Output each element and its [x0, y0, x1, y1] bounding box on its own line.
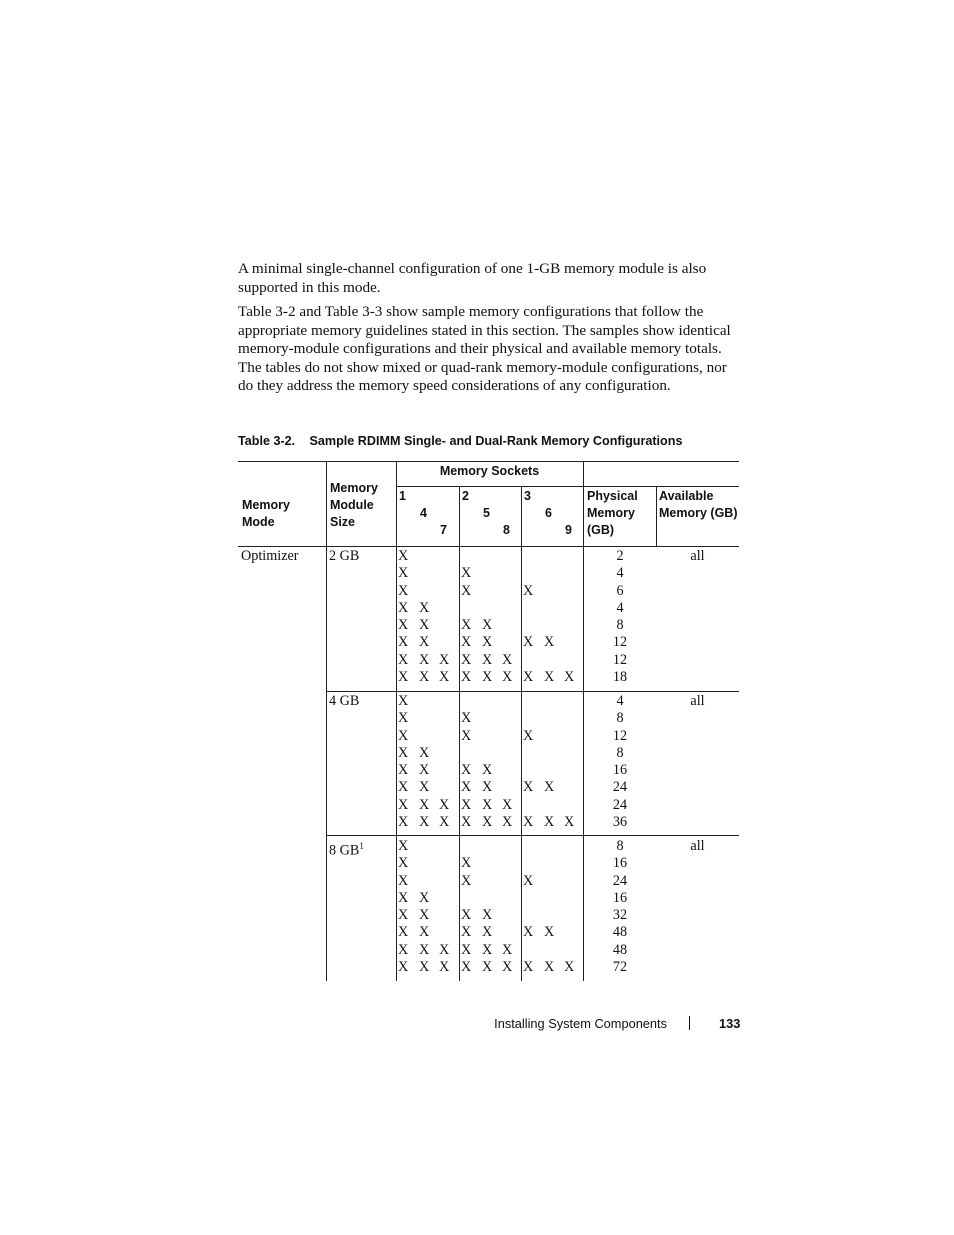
socket-populated-mark: X	[398, 924, 409, 941]
physical-memory-value: 4	[616, 599, 624, 616]
socket-populated-mark: X	[398, 779, 409, 796]
socket-populated-mark: X	[502, 796, 513, 813]
socket-populated-mark: X	[523, 634, 534, 651]
socket-label-2: 2	[462, 489, 469, 503]
module-size-value: 8 GB	[329, 842, 360, 859]
module-size-cell	[329, 693, 359, 710]
socket-populated-mark: X	[461, 924, 472, 941]
socket-populated-mark: X	[482, 779, 493, 796]
footnote-marker: 1	[359, 841, 364, 851]
socket-populated-mark: X	[482, 958, 493, 975]
socket-populated-mark: X	[544, 958, 555, 975]
module-size-cell	[329, 838, 364, 860]
socket-populated-mark: X	[439, 941, 450, 958]
memory-mode-value: Optimizer	[241, 548, 299, 564]
socket-populated-mark: X	[398, 744, 409, 761]
socket-populated-mark: X	[523, 958, 534, 975]
socket-label-4: 4	[420, 506, 427, 520]
header-physical-memory	[587, 488, 638, 539]
header-physical-line1: Physical	[587, 489, 638, 503]
table-top-rule	[238, 461, 739, 462]
socket-populated-mark: X	[398, 651, 409, 668]
table-caption-title: Sample RDIMM Single- and Dual-Rank Memory Configurations	[309, 434, 683, 448]
physical-memory-value: 36	[612, 813, 628, 830]
page-footer	[0, 1016, 954, 1036]
socket-populated-mark: X	[544, 924, 555, 941]
socket-populated-mark: X	[398, 634, 409, 651]
sockets-header-rule	[396, 486, 739, 487]
socket-populated-mark: X	[523, 727, 534, 744]
socket-populated-mark: X	[398, 617, 409, 633]
socket-populated-mark: X	[461, 958, 472, 975]
socket-populated-mark: X	[482, 941, 493, 958]
socket-populated-mark: X	[461, 710, 472, 727]
socket-populated-mark: X	[564, 813, 575, 830]
physical-memory-value: 8	[616, 838, 624, 854]
physical-memory-value: 24	[612, 779, 628, 796]
socket-populated-mark: X	[398, 855, 409, 872]
socket-populated-mark: X	[398, 796, 409, 813]
header-module-size-line1: Memory	[330, 481, 378, 495]
memory-configurations-table	[238, 461, 739, 981]
physical-memory-value: 18	[612, 668, 628, 685]
physical-memory-value: 24	[612, 796, 628, 813]
physical-memory-value: 2	[616, 548, 624, 564]
socket-label-9: 9	[565, 523, 572, 537]
table-caption	[238, 434, 682, 448]
socket-populated-mark: X	[419, 634, 430, 651]
socket-label-8: 8	[503, 523, 510, 537]
socket-populated-mark: X	[419, 796, 430, 813]
physical-memory-value: 8	[616, 744, 624, 761]
socket-populated-mark: X	[502, 941, 513, 958]
socket-populated-mark: X	[398, 565, 409, 582]
socket-populated-mark: X	[419, 813, 430, 830]
socket-label-1: 1	[399, 489, 406, 503]
module-size-value: 4 GB	[329, 693, 360, 709]
module-size-value: 2 GB	[329, 548, 360, 564]
physical-memory-value: 12	[612, 651, 628, 668]
physical-memory-value: 16	[612, 855, 628, 872]
socket-populated-mark: X	[523, 872, 534, 889]
socket-populated-mark: X	[439, 796, 450, 813]
socket-populated-mark: X	[461, 872, 472, 889]
physical-memory-value: 8	[616, 710, 624, 727]
socket-populated-mark: X	[461, 855, 472, 872]
socket-populated-mark: X	[398, 710, 409, 727]
socket-populated-mark: X	[544, 668, 555, 685]
socket-populated-mark: X	[419, 744, 430, 761]
column-rule-sockets	[396, 461, 397, 981]
header-available-memory	[659, 488, 737, 522]
socket-populated-mark: X	[419, 889, 430, 906]
socket-populated-mark: X	[544, 813, 555, 830]
socket-populated-mark: X	[419, 924, 430, 941]
physical-memory-value: 12	[612, 634, 628, 651]
socket-populated-mark: X	[398, 582, 409, 599]
socket-populated-mark: X	[482, 668, 493, 685]
socket-populated-mark: X	[544, 779, 555, 796]
header-module-size-line2: Module	[330, 498, 374, 512]
socket-populated-mark: X	[461, 617, 472, 633]
group-rule-4gb	[326, 691, 739, 692]
socket-label-3: 3	[524, 489, 531, 503]
socket-populated-mark: X	[439, 668, 450, 685]
header-memory-mode-line2: Mode	[242, 515, 275, 529]
available-memory-value: all	[690, 838, 705, 854]
socket-populated-mark: X	[461, 907, 472, 923]
socket-populated-mark: X	[523, 779, 534, 796]
socket-populated-mark: X	[439, 813, 450, 830]
available-memory-value: all	[690, 548, 705, 564]
socket-populated-mark: X	[398, 941, 409, 958]
socket-populated-mark: X	[398, 762, 409, 778]
socket-populated-mark: X	[564, 668, 575, 685]
socket-populated-mark: X	[398, 813, 409, 830]
available-memory-value: all	[690, 693, 705, 709]
socket-populated-mark: X	[419, 599, 430, 616]
header-module-size-line3: Size	[330, 515, 356, 529]
socket-populated-mark: X	[419, 958, 430, 975]
socket-populated-mark: X	[523, 813, 534, 830]
socket-populated-mark: X	[482, 762, 493, 778]
socket-populated-mark: X	[419, 941, 430, 958]
socket-populated-mark: X	[419, 779, 430, 796]
physical-memory-value: 48	[612, 941, 628, 958]
socket-populated-mark: X	[398, 872, 409, 889]
socket-populated-mark: X	[398, 668, 409, 685]
header-memory-mode	[242, 497, 290, 531]
socket-populated-mark: X	[419, 617, 430, 633]
socket-populated-mark: X	[398, 889, 409, 906]
socket-populated-mark: X	[461, 941, 472, 958]
socket-label-6: 6	[545, 506, 552, 520]
header-available-line1: Available	[659, 489, 714, 503]
physical-memory-value: 12	[612, 727, 628, 744]
footer-section-title: Installing System Components	[494, 1016, 667, 1031]
socket-populated-mark: X	[398, 727, 409, 744]
table-caption-label: Table 3-2.	[238, 434, 296, 448]
socket-populated-mark: X	[502, 651, 513, 668]
header-physical-line2: Memory	[587, 506, 635, 520]
header-bottom-rule	[238, 546, 739, 547]
module-size-cell	[329, 548, 359, 565]
socket-populated-mark: X	[461, 668, 472, 685]
header-module-size	[330, 480, 378, 531]
socket-populated-mark: X	[482, 907, 493, 923]
socket-populated-mark: X	[398, 907, 409, 923]
column-rule-socket-group-2	[459, 486, 460, 981]
socket-populated-mark: X	[398, 548, 409, 564]
socket-populated-mark: X	[398, 838, 409, 854]
socket-populated-mark: X	[482, 617, 493, 633]
column-rule-physical	[583, 461, 584, 981]
socket-populated-mark: X	[502, 813, 513, 830]
socket-populated-mark: X	[482, 634, 493, 651]
column-rule-size	[326, 461, 327, 981]
physical-memory-value: 4	[616, 565, 624, 582]
column-rule-socket-group-3	[521, 486, 522, 981]
socket-populated-mark: X	[523, 924, 534, 941]
socket-populated-mark: X	[564, 958, 575, 975]
physical-memory-value: 16	[612, 889, 628, 906]
socket-populated-mark: X	[419, 907, 430, 923]
socket-populated-mark: X	[398, 693, 409, 709]
socket-populated-mark: X	[398, 958, 409, 975]
intro-paragraph: A minimal single-channel configuration of one 1-GB memory module is also supported in this mode.	[238, 260, 707, 296]
socket-label-7: 7	[440, 523, 447, 537]
socket-populated-mark: X	[461, 727, 472, 744]
physical-memory-value: 24	[612, 872, 628, 889]
physical-memory-value: 48	[612, 924, 628, 941]
socket-populated-mark: X	[482, 924, 493, 941]
footer-separator	[689, 1016, 690, 1030]
column-rule-available	[656, 486, 657, 546]
socket-populated-mark: X	[523, 668, 534, 685]
socket-populated-mark: X	[419, 651, 430, 668]
socket-populated-mark: X	[461, 565, 472, 582]
socket-populated-mark: X	[419, 668, 430, 685]
socket-populated-mark: X	[523, 582, 534, 599]
tables-description-paragraph: Table 3-2 and Table 3-3 show sample memory configurations that follow the appropriate memory guidelines stated in this section. The samples show identical memory-module configurations and their physical and available memory totals. The tables do not show mixed or quad-rank memory-module configurations, nor do they address the memory speed considerations of any configuration.	[238, 303, 731, 395]
socket-populated-mark: X	[502, 668, 513, 685]
physical-memory-value: 72	[612, 958, 628, 975]
socket-populated-mark: X	[461, 651, 472, 668]
socket-populated-mark: X	[502, 958, 513, 975]
socket-populated-mark: X	[461, 796, 472, 813]
header-memory-sockets: Memory Sockets	[439, 464, 540, 478]
socket-populated-mark: X	[461, 634, 472, 651]
page-number: 133	[719, 1016, 741, 1031]
socket-populated-mark: X	[482, 796, 493, 813]
header-memory-mode-line1: Memory	[242, 498, 290, 512]
socket-label-5: 5	[483, 506, 490, 520]
physical-memory-value: 8	[616, 617, 624, 633]
socket-populated-mark: X	[544, 634, 555, 651]
socket-populated-mark: X	[461, 762, 472, 778]
physical-memory-value: 16	[612, 762, 628, 778]
socket-populated-mark: X	[398, 599, 409, 616]
socket-populated-mark: X	[461, 582, 472, 599]
socket-populated-mark: X	[482, 651, 493, 668]
socket-populated-mark: X	[419, 762, 430, 778]
socket-populated-mark: X	[461, 779, 472, 796]
physical-memory-value: 6	[616, 582, 624, 599]
header-available-line2: Memory (GB)	[659, 506, 738, 520]
header-physical-line3: (GB)	[587, 523, 615, 537]
socket-populated-mark: X	[461, 813, 472, 830]
physical-memory-value: 32	[612, 907, 628, 923]
socket-populated-mark: X	[439, 651, 450, 668]
socket-populated-mark: X	[439, 958, 450, 975]
socket-populated-mark: X	[482, 813, 493, 830]
group-rule-8gb	[326, 835, 739, 836]
physical-memory-value: 4	[616, 693, 624, 709]
